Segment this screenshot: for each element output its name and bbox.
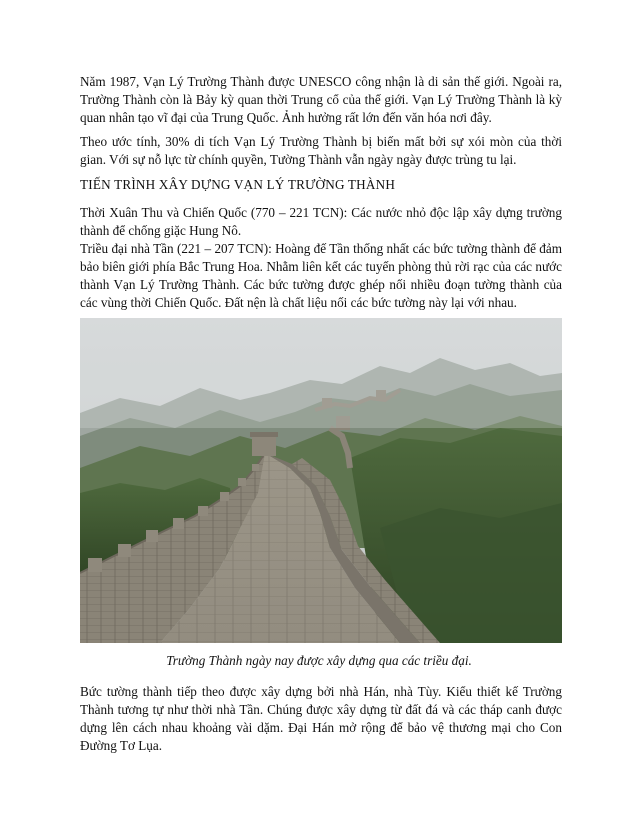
paragraph-qin-dynasty: Triều đại nhà Tần (221 – 207 TCN): Hoàng đế Tần thống nhất các bức tường thành để đảm bảo biên giới phía Bắc Trung Hoa. Nhằm liên kết các tuyến phòng thủ rời rạc của các nước thành Vạn Lý Trường Thành. Các bức tường được ghép nối nhiều đoạn tường thành của các vùng thời Chiến Quốc. Đất nện là chất liệu nối các bức tường này lại với nhau.	[80, 241, 562, 310]
section-heading: TIẾN TRÌNH XÂY DỰNG VẠN LÝ TRƯỜNG THÀNH	[80, 177, 396, 192]
paragraph-unesco: Năm 1987, Vạn Lý Trường Thành được UNESCO công nhận là di sản thế giới. Ngoài ra, Trường Thành còn là Bảy kỳ quan thời Trung cổ của thế giới. Vạn Lý Trường Thành là kỳ quan nhân tạo vĩ đại của Trung Quốc. Ảnh hưởng rất lớn đến văn hóa nơi đây.	[80, 74, 562, 125]
paragraph-spring-autumn: Thời Xuân Thu và Chiến Quốc (770 – 221 TCN): Các nước nhỏ độc lập xây dựng trường thành để chống giặc Hung Nô.	[80, 205, 562, 238]
paragraph-han-sui: Bức tường thành tiếp theo được xây dựng bởi nhà Hán, nhà Tùy. Kiểu thiết kế Trường Thành tương tự như thời nhà Tần. Chúng được xây dựng từ đất đá và các tháp canh được dựng lên cách nhau khoảng vài dặm. Đại Hán mở rộng để bảo vệ thương mại cho Con Đường Tơ Lụa.	[80, 684, 562, 753]
paragraph-erosion: Theo ước tính, 30% di tích Vạn Lý Trường Thành bị biến mất bởi sự xói mòn của thời gian. Với sự nỗ lực từ chính quyền, Tường Thành vẫn ngày ngày được trùng tu lại.	[80, 134, 562, 167]
great-wall-photo	[80, 318, 562, 643]
photo-caption: Trường Thành ngày nay được xây dựng qua các triều đại.	[166, 653, 472, 668]
